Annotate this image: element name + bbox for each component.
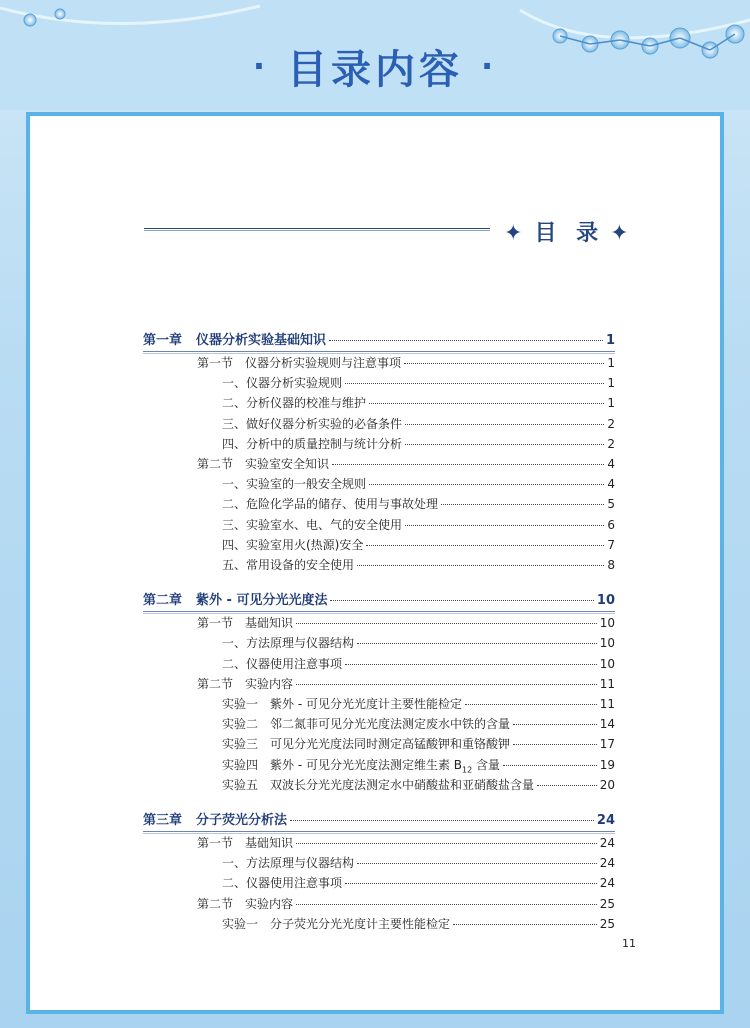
- toc-section-row[interactable]: [143, 895, 615, 913]
- toc-item-row[interactable]: [143, 556, 615, 574]
- toc-entry-page: 8: [607, 558, 615, 572]
- toc-item-row[interactable]: [143, 756, 615, 774]
- toc-item-row[interactable]: [143, 854, 615, 872]
- toc-entry-text: [222, 874, 342, 892]
- toc-entry-title: 一、仪器分析实验规则: [222, 376, 343, 391]
- toc-entry-label: 第二节: [197, 896, 234, 911]
- toc-entry-text: [197, 614, 293, 632]
- toc-section-row[interactable]: [143, 614, 615, 632]
- toc-entry-label: 实验三: [222, 737, 259, 752]
- toc-item-row[interactable]: [143, 915, 615, 933]
- toc-entry-text: [197, 455, 329, 473]
- toc-entry-text: [222, 915, 450, 933]
- toc-entry-text: [222, 435, 402, 453]
- toc-entry-page: 24: [599, 836, 615, 850]
- dot-leader: [296, 903, 597, 905]
- dot-leader: [345, 882, 597, 884]
- toc-entry-title: 基础知识: [245, 616, 294, 631]
- toc-entry-page: 24: [596, 813, 615, 828]
- toc-entry-title: 四、实验室用火(热源)安全: [222, 537, 364, 552]
- toc-entry-title: 实验室安全知识: [245, 457, 330, 471]
- toc-entry-title: 紫外 - 可见分光光度法测定维生素 B: [270, 757, 463, 772]
- toc-entry-page: 1: [607, 396, 615, 411]
- toc-chapter-row[interactable]: [143, 592, 615, 610]
- chapter-rule: [143, 611, 615, 612]
- toc-entry-label: 实验四: [222, 757, 259, 772]
- toc-entry-title: 三、实验室水、电、气的安全使用: [222, 517, 403, 532]
- page-number: 11: [622, 937, 636, 950]
- toc-entry-title: 实验内容: [245, 676, 294, 691]
- dot-leader: [357, 862, 597, 864]
- toc-entry-text: [222, 735, 510, 753]
- toc-entry-title: 五、常用设备的安全使用: [222, 558, 355, 572]
- toc-chapter-row[interactable]: [143, 332, 615, 350]
- toc-item-row[interactable]: [143, 735, 615, 753]
- toc-heading-text: 目 录: [534, 221, 605, 246]
- toc-entry-text: [197, 895, 293, 913]
- toc-entry-text: [222, 415, 402, 433]
- toc-entry-title-suffix: 含量: [472, 757, 501, 772]
- toc-entry-page: 24: [599, 876, 615, 891]
- toc-entry-label: 第一节: [197, 616, 234, 631]
- banner-dot-right: ·: [481, 47, 498, 85]
- toc-entry-label: 实验二: [222, 717, 259, 732]
- toc-entry-label: 第一节: [197, 836, 234, 850]
- toc-entry-page: 14: [599, 717, 615, 732]
- toc-entry-title: 双波长分光光度法测定水中硝酸盐和亚硝酸盐含量: [270, 777, 535, 792]
- toc-section-row[interactable]: [143, 455, 615, 473]
- toc-entry-title: 仪器分析实验规则与注意事项: [245, 356, 402, 370]
- toc-item-row[interactable]: [143, 776, 615, 794]
- toc-entry-page: 25: [599, 896, 615, 911]
- toc-entry-label: 实验一: [222, 697, 259, 711]
- toc-entry-text: [222, 715, 510, 733]
- toc-entry-text: [222, 854, 354, 872]
- dot-leader: [357, 642, 597, 644]
- dot-leader: [405, 524, 604, 526]
- toc-entry-title: 分子荧光分光光度计主要性能检定: [270, 916, 451, 931]
- toc-entry-title: 三、做好仪器分析实验的必备条件: [222, 416, 403, 431]
- toc-entry-title: 一、实验室的一般安全规则: [222, 477, 367, 492]
- toc-entry-title: 基础知识: [245, 836, 294, 850]
- dot-leader: [296, 622, 597, 624]
- toc-entry-page: 4: [607, 457, 615, 471]
- toc-item-row[interactable]: [143, 715, 615, 733]
- toc-entry-page: 1: [607, 356, 615, 370]
- toc-entry-page: 6: [607, 517, 615, 532]
- toc-entry-label: 第二节: [197, 457, 234, 471]
- heading-rule-secondary: [144, 230, 490, 231]
- toc-entry-title: 可见分光光度法同时测定高锰酸钾和重铬酸钾: [270, 737, 511, 752]
- dot-leader: [405, 423, 604, 425]
- toc-entry-page: 4: [607, 477, 615, 492]
- toc-section-row[interactable]: [143, 834, 615, 852]
- toc-entry-label: 实验一: [222, 916, 259, 931]
- sparkle-icon-right: ✦: [610, 221, 635, 246]
- dot-leader: [369, 483, 604, 485]
- toc-item-row[interactable]: [143, 415, 615, 433]
- toc-entry-title: 紫外 - 可见分光光度计主要性能检定: [270, 697, 462, 711]
- dot-leader: [453, 923, 597, 925]
- toc-item-row[interactable]: [143, 655, 615, 673]
- toc-item-row[interactable]: [143, 394, 615, 412]
- dot-leader: [366, 544, 604, 546]
- toc-entry-text: [222, 475, 366, 493]
- dot-leader: [357, 564, 604, 566]
- toc-chapter-row[interactable]: [143, 812, 615, 830]
- toc-entry-title: 分子荧光分析法: [196, 813, 288, 828]
- toc-entry-text: [222, 695, 462, 713]
- dot-leader: [329, 339, 603, 341]
- toc-entry-page: 2: [607, 436, 615, 451]
- toc-entry-title: 实验内容: [245, 896, 294, 911]
- toc-entry-title: 二、危险化学品的储存、使用与事故处理: [222, 497, 439, 512]
- toc-entry-text: [143, 332, 326, 350]
- dot-leader: [369, 402, 604, 404]
- toc-entry-page: 24: [599, 856, 615, 871]
- toc-entry-page: 17: [599, 737, 615, 752]
- toc-entry-page: 10: [599, 636, 615, 651]
- toc-item-row[interactable]: [143, 374, 615, 392]
- toc-item-row[interactable]: [143, 495, 615, 513]
- toc-entry-page: 19: [599, 757, 615, 772]
- toc-item-row[interactable]: [143, 874, 615, 892]
- toc-entry-label: 第三章: [143, 813, 183, 828]
- toc-entry-text: [222, 556, 354, 574]
- chapter-rule: [143, 831, 615, 832]
- dot-leader: [503, 764, 597, 766]
- banner-title: [0, 38, 750, 95]
- toc-entry-page: 10: [596, 593, 615, 609]
- dot-leader: [345, 663, 597, 665]
- toc-entry-page: 2: [607, 416, 615, 431]
- toc-entry-text: [222, 634, 354, 652]
- banner-dot-left: ·: [252, 47, 269, 85]
- dot-leader: [405, 443, 604, 445]
- dot-leader: [345, 382, 604, 384]
- dot-leader: [330, 599, 593, 601]
- toc-entry-page: 1: [605, 333, 615, 348]
- dot-leader: [513, 743, 597, 745]
- dot-leader: [513, 723, 597, 725]
- toc-entry-text: [143, 812, 287, 830]
- toc-item-row[interactable]: [143, 516, 615, 534]
- toc-entry-title: 二、仪器使用注意事项: [222, 876, 343, 891]
- chapter-rule: [143, 351, 615, 352]
- toc-entry-title: 仪器分析实验基础知识: [196, 333, 327, 348]
- toc-entry-page: 10: [599, 656, 615, 671]
- toc-entry-label: 第二章: [143, 593, 183, 609]
- toc-entry-title: 二、分析仪器的校准与维护: [222, 396, 367, 411]
- toc-item-row[interactable]: [143, 475, 615, 493]
- toc-item-row[interactable]: [143, 536, 615, 554]
- toc-entry-text: [197, 675, 293, 693]
- dot-leader: [290, 819, 594, 821]
- toc-entry-page: 10: [599, 616, 615, 631]
- toc-entry-text: [222, 536, 363, 554]
- toc-entry-page: 1: [607, 376, 615, 391]
- banner-title-text: 目录内容: [287, 47, 463, 93]
- toc-entry-label: 第一章: [143, 333, 183, 348]
- toc-entry-subscript: 12: [462, 764, 473, 774]
- toc-heading: [144, 216, 640, 252]
- toc-entry-text: [222, 394, 366, 412]
- sparkle-icon-left: ✦: [504, 221, 529, 246]
- toc-entry-text: [197, 834, 293, 852]
- toc-entry-page: 20: [599, 777, 615, 792]
- toc-entry-page: 11: [599, 697, 615, 711]
- dot-leader: [296, 683, 597, 685]
- dot-leader: [296, 842, 597, 844]
- toc-section-row[interactable]: [143, 675, 615, 693]
- dot-leader: [537, 784, 597, 786]
- dot-leader: [332, 463, 604, 465]
- heading-rule: [144, 228, 490, 229]
- toc-entry-title: 四、分析中的质量控制与统计分析: [222, 436, 403, 451]
- toc-heading-label: [498, 216, 641, 247]
- toc-entry-label: 第二节: [197, 676, 234, 691]
- toc-entry-page: 25: [599, 916, 615, 931]
- toc-entry-title: 邻二氮菲可见分光光度法测定废水中铁的含量: [270, 717, 511, 732]
- toc-entry-title: 二、仪器使用注意事项: [222, 656, 343, 671]
- toc-entry-text: [143, 592, 327, 610]
- dot-leader: [441, 503, 604, 505]
- toc-entry-page: 11: [599, 676, 615, 691]
- toc-entry-text: [222, 776, 534, 794]
- toc-item-row[interactable]: [143, 695, 615, 713]
- toc-entry-text: [222, 655, 342, 673]
- dot-leader: [404, 362, 604, 364]
- toc-entry-label: 第一节: [197, 356, 234, 370]
- toc-entry-title: 紫外 - 可见分光光度法: [196, 593, 328, 609]
- toc-entry-page: 5: [607, 497, 615, 512]
- toc-item-row[interactable]: [143, 634, 615, 652]
- toc-entry-text: [222, 495, 438, 513]
- toc-entry-text: [222, 374, 342, 392]
- toc-entry-page: 7: [607, 537, 615, 552]
- toc-entry-text: [222, 516, 402, 534]
- toc-entry-title: 一、方法原理与仪器结构: [222, 636, 355, 651]
- toc-entry-text: [197, 354, 401, 372]
- toc-entry-title: 一、方法原理与仪器结构: [222, 856, 355, 871]
- toc-entry-label: 实验五: [222, 777, 259, 792]
- dot-leader: [465, 703, 597, 705]
- toc-section-row[interactable]: [143, 354, 615, 372]
- toc-item-row[interactable]: [143, 435, 615, 453]
- toc-card: [26, 112, 724, 1014]
